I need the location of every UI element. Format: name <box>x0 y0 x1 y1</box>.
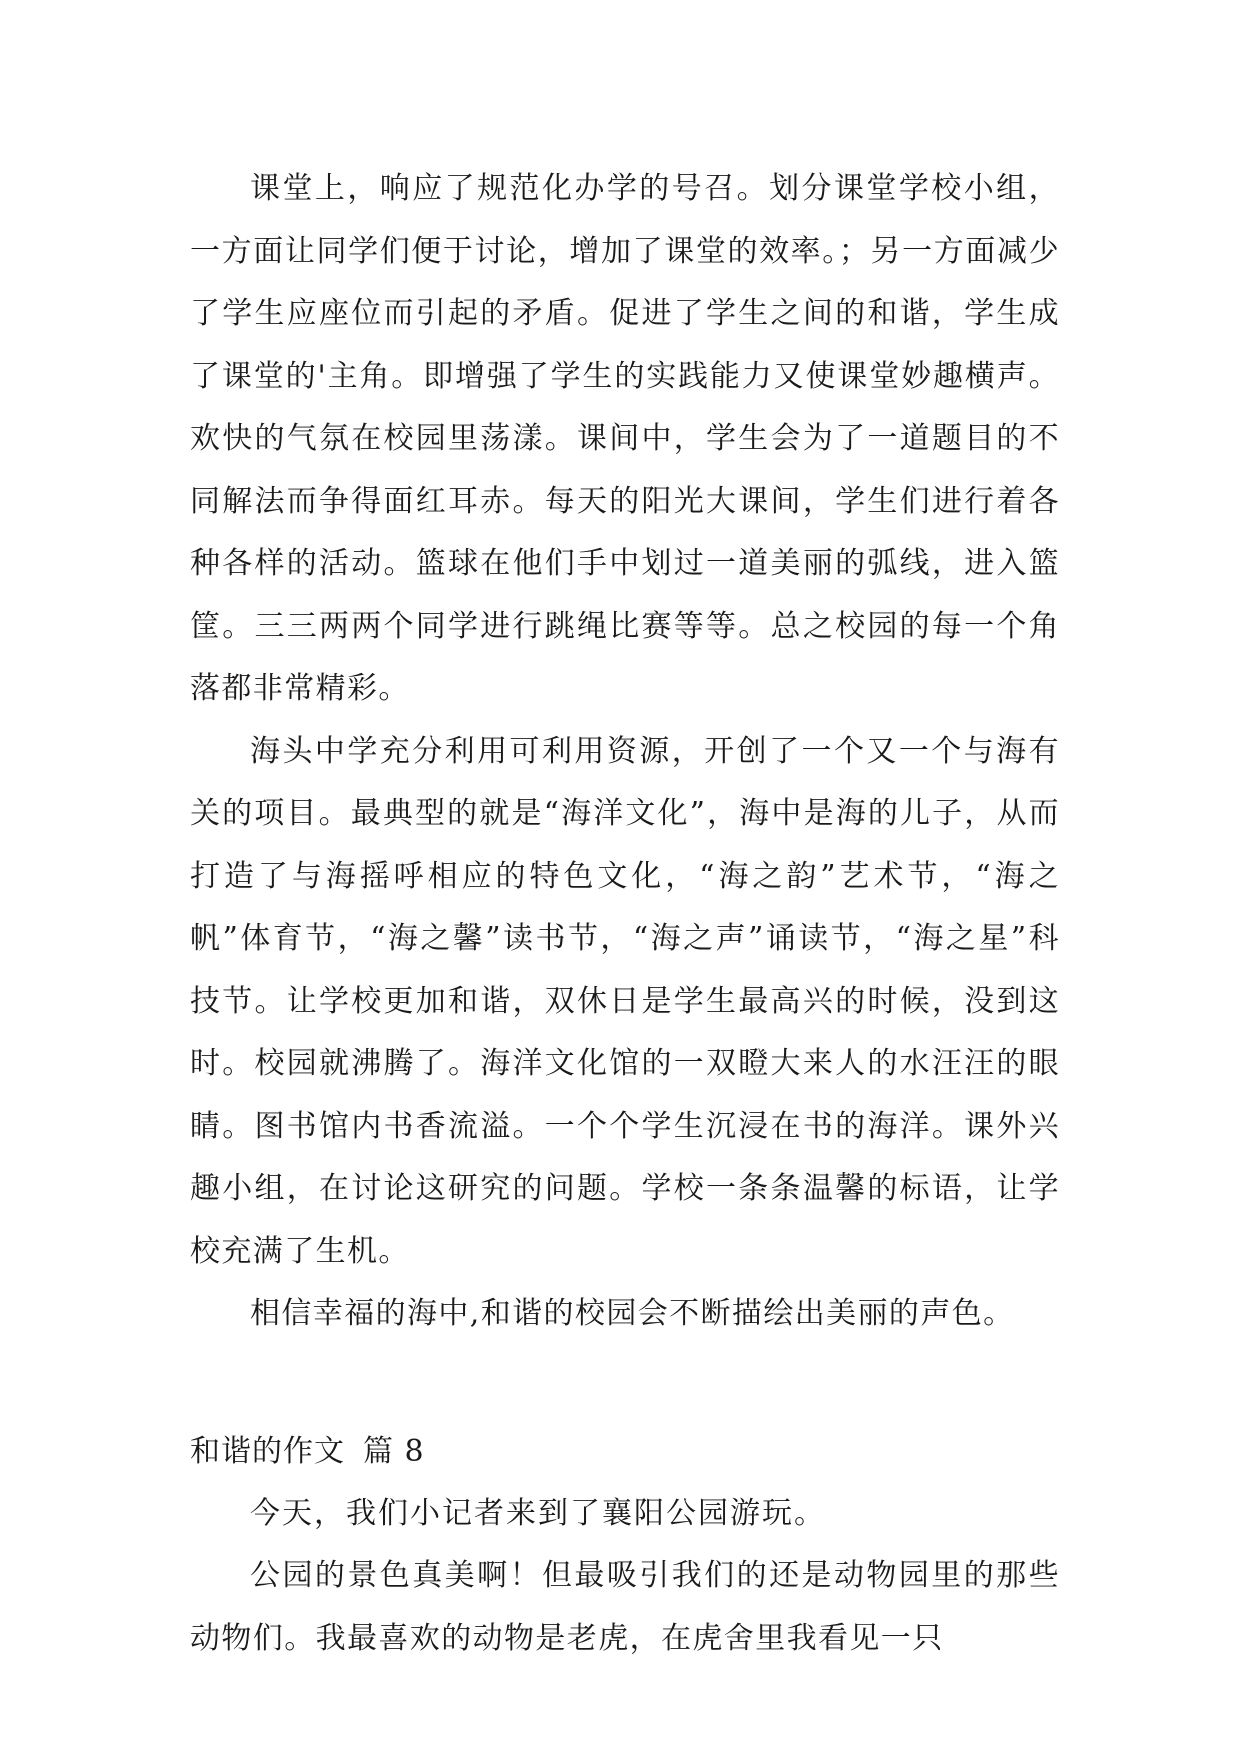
paragraph-zoo: 公园的景色真美啊！但最吸引我们的还是动物园里的那些动物们。我最喜欢的动物是老虎，在虎舍里我看见一只 <box>190 1558 1060 1656</box>
section-heading <box>190 1421 1060 1483</box>
paragraph-conclusion: 相信幸福的海中,和谐的校园会不断描绘出美丽的声色。 <box>250 1296 1015 1331</box>
document-body <box>190 158 1060 1670</box>
paragraph-classroom: 课堂上，响应了规范化办学的号召。划分课堂学校小组，一方面让同学们便于讨论，增加了课堂的效率。；另一方面减少了学生应座位而引起的矛盾。促进了学生之间的和谐，学生成了课堂的'主角。即增强了学生的实践能力又使课堂妙趣横声。欢快的气氛在校园里荡漾。课间中，学生会为了一道题目的不同解法而争得面红耳赤。每天的阳光大课间，学生们进行着各种各样的活动。篮球在他们手中划过一道美丽的弧线，进入篮筐。三三两两个同学进行跳绳比赛等等。总之校园的每一个角落都非常精彩。 <box>190 171 1060 706</box>
section-number: 篇 8 <box>363 1433 425 1469</box>
paragraph-intro: 今天，我们小记者来到了襄阳公园游玩。 <box>250 1495 826 1531</box>
section-title: 和谐的作文 <box>190 1433 345 1469</box>
paragraph-ocean-culture: 海头中学充分利用可利用资源，开创了一个又一个与海有关的项目。最典型的就是“海洋文化”，海中是海的儿子，从而打造了与海摇呼相应的特色文化，“海之韵”艺术节，“海之帆”体育节，“海之馨”读书节，“海之声”诵读节，“海之星”科技节。让学校更加和谐，双休日是学生最高兴的时候，没到这时。校园就沸腾了。海洋文化馆的一双瞪大来人的水汪汪的眼睛。图书馆内书香流溢。一个个学生沉浸在书的海洋。课外兴趣小组，在讨论这研究的问题。学校一条条温馨的标语，让学校充满了生机。 <box>190 733 1060 1269</box>
